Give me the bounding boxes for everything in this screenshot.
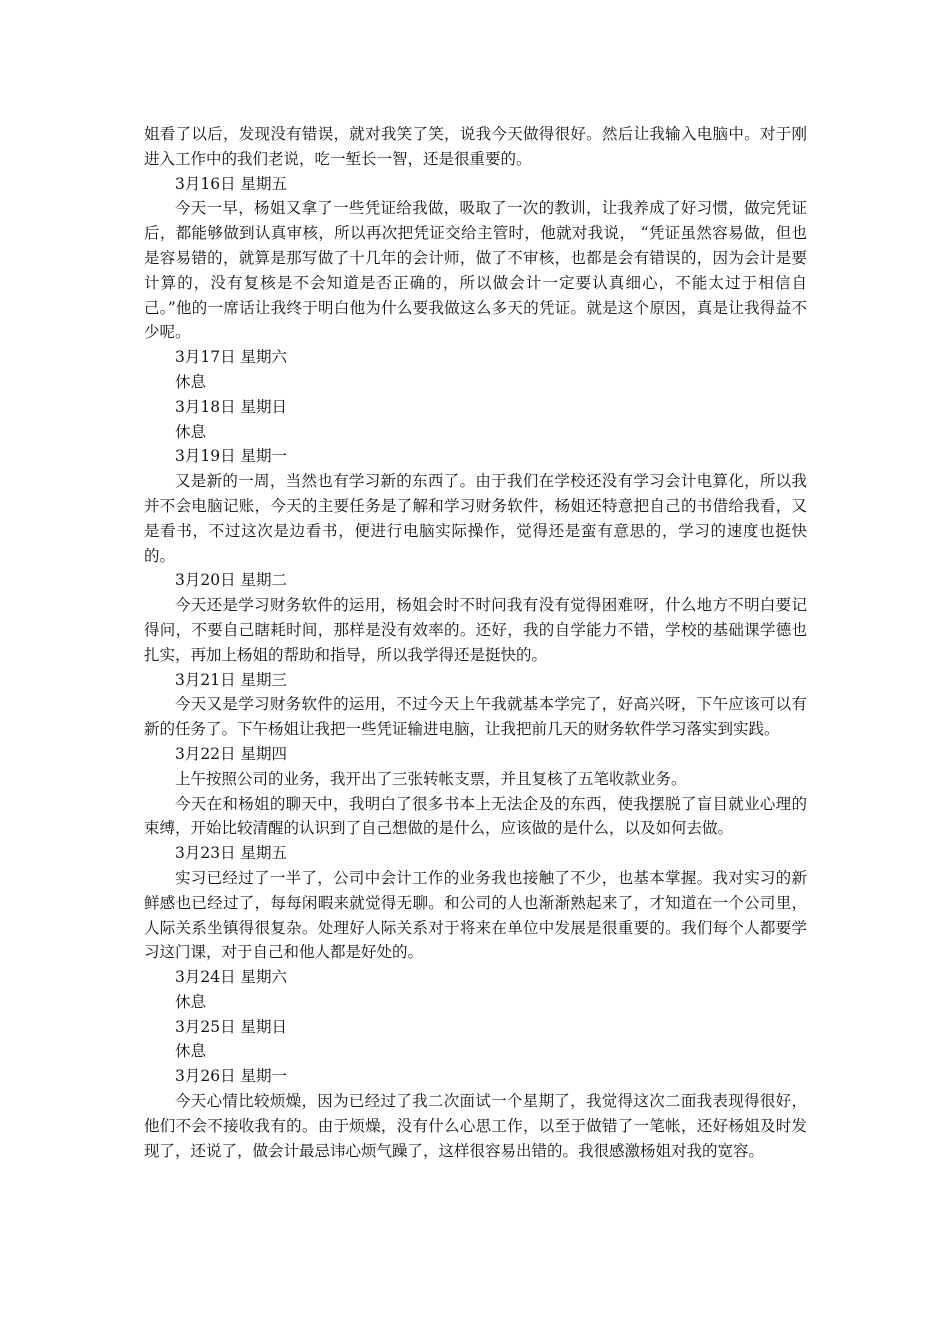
entry-body-0319: 又是新的一周，当然也有学习新的东西了。由于我们在学校还没有学习会计电算化，所以我并不会电脑记账，今天的主要任务是了解和学习财务软件，杨姐还特意把自己的书借给我看，又是看书，不过这次是边看书，便进行电脑实际操作，觉得还是蛮有意思的，学习的速度也挺快的。 <box>144 472 807 565</box>
document-page <box>144 122 807 1163</box>
entry-body-0320: 今天还是学习财务软件的运用，杨姐会时不时问我有没有觉得困难呀，什么地方不明白要记得问，不要自己瞎耗时间，那样是没有效率的。还好，我的自学能力不错，学校的基础课学德也扎实，再加上杨姐的帮助和指导，所以我学得还是挺快的。 <box>144 596 807 664</box>
entry-body-0324: 休息 <box>175 992 207 1011</box>
entry-body-0321: 今天又是学习财务软件的运用，不过今天上午我就基本学完了，好高兴呀，下午应该可以有新的任务了。下午杨姐让我把一些凭证输进电脑，让我把前几天的财务软件学习落实到实践。 <box>144 695 807 739</box>
entry-date-0319: 3月19日 星期一 <box>175 447 288 466</box>
entry-body-0322-b: 今天在和杨姐的聊天中，我明白了很多书本上无法企及的东西，使我摆脱了盲目就业心理的束缚，开始比较清醒的认识到了自己想做的是什么，应该做的是什么，以及如何去做。 <box>144 794 807 838</box>
entry-date-0316: 3月16日 星期五 <box>175 174 288 193</box>
entry-date-0322: 3月22日 星期四 <box>175 744 288 763</box>
paragraph-continued: 姐看了以后，发现没有错误，就对我笑了笑，说我今天做得很好。然后让我输入电脑中。对于刚进入工作中的我们老说，吃一堑长一智，还是很重要的。 <box>144 125 807 168</box>
entry-date-0317: 3月17日 星期六 <box>175 348 288 367</box>
entry-date-0324: 3月24日 星期六 <box>175 968 288 987</box>
entry-date-0320: 3月20日 星期二 <box>175 571 288 590</box>
entry-body-0326: 今天心情比较烦燥，因为已经过了我二次面试一个星期了，我觉得这次二面我表现得很好，他们不会不接收我有的。由于烦燥，没有什么心思工作，以至于做错了一笔帐，还好杨姐及时发现了，还说了，做会计最忌讳心烦气躁了，这样很容易出错的。我很感激杨姐对我的宽容。 <box>144 1092 807 1160</box>
entry-body-0316: 今天一早，杨姐又拿了一些凭证给我做，吸取了一次的教训，让我养成了好习惯，做完凭证后，都能够做到认真审核，所以再次把凭证交给主管时，他就对我说， “凭证虽然容易做，但也是容易错的，就算是那写做了十几年的会计师，做了不审核，也都是会有错误的，因为会计是要计算的，没有复核是不会知道是否正确的，所以做会计一定要认真细心，不能太过于相信自己。”他的一席话让我终于明白他为什么要我做这么多天的凭证。就是这个原因，真是让我得益不少呢。 <box>144 199 807 342</box>
entry-date-0318: 3月18日 星期日 <box>175 397 288 416</box>
entry-date-0326: 3月26日 星期一 <box>175 1067 288 1086</box>
entry-body-0323: 实习已经过了一半了，公司中会计工作的业务我也接触了不少，也基本掌握。我对实习的新鲜感也已经过了，每每闲暇来就觉得无聊。和公司的人也渐渐熟起来了，才知道在一个公司里，人际关系坐镇得很复杂。处理好人际关系对于将来在单位中发展是很重要的。我们每个人都要学习这门课，对于自己和他人都是好处的。 <box>144 868 807 962</box>
entry-body-0322-a: 上午按照公司的业务，我开出了三张转帐支票，并且复核了五笔收款业务。 <box>175 769 687 788</box>
entry-date-0323: 3月23日 星期五 <box>175 844 288 863</box>
entry-date-0325: 3月25日 星期日 <box>175 1017 288 1036</box>
entry-body-0325: 休息 <box>175 1042 207 1061</box>
entry-body-0318: 休息 <box>175 422 207 441</box>
entry-body-0317: 休息 <box>175 372 207 391</box>
entry-date-0321: 3月21日 星期三 <box>175 670 288 689</box>
